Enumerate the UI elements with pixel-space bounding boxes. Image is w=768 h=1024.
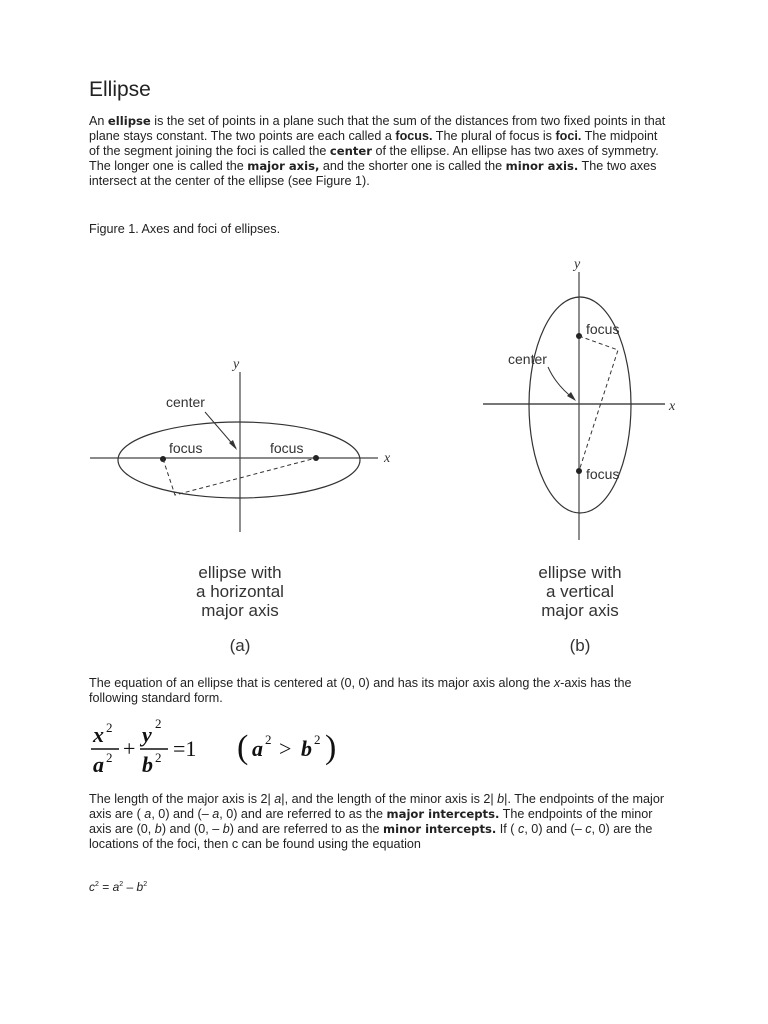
caption-a-tag: (a) [229, 636, 251, 655]
term-minor-axis: minor axis. [505, 159, 579, 173]
center-label-a: center [166, 394, 205, 410]
formula-equals-one: =1 [173, 736, 197, 761]
intro-text-7: The two axes intersect at the center of the ellipse (see Figure 1). [89, 159, 657, 188]
formula-lparen: ( [237, 729, 249, 766]
center-label-b: center [508, 351, 547, 367]
formula-exp-1: 2 [106, 720, 113, 735]
intro-text-2: is the set of points in a plane such that the sum of the distances from two fixed points in that plane stays constant. The two points are each called a [89, 114, 666, 143]
formula-rparen: ) [325, 729, 337, 766]
figure-a-horizontal [90, 357, 391, 655]
formula-cond-a: a [252, 736, 263, 761]
var-a: a [144, 807, 152, 821]
eq-exp-3: 2 [143, 881, 148, 888]
eq-equals: = [98, 880, 113, 894]
term-major-axis: major axis, [247, 159, 320, 173]
intro-paragraph [89, 114, 669, 189]
term-major-intercepts: major intercepts. [386, 807, 500, 821]
focus-label-top: focus [586, 321, 620, 337]
eq-exp-2: 2 [119, 881, 124, 888]
equation-text-1: The equation of an ellipse that is centered at (0, 0) and has its major axis along the [89, 676, 554, 690]
focus-label-left: focus [169, 440, 203, 456]
focus-label-right: focus [270, 440, 304, 456]
page-title: Ellipse [89, 78, 151, 101]
lengths-text-8: ) and are referred to as the [229, 822, 384, 836]
ellipse-figure [80, 250, 700, 660]
lengths-text-9: If ( [496, 822, 519, 836]
var-b: b [222, 822, 230, 836]
term-minor-intercepts: minor intercepts. [383, 822, 497, 836]
caption-a-line3: major axis [201, 601, 279, 620]
figure-b-vertical [483, 257, 676, 655]
var-a: a [274, 792, 282, 806]
lengths-text-1: The length of the major axis is 2| [89, 792, 275, 806]
lengths-text-11: , 0) are the locations of the foci, then c can be found using the equation [89, 822, 653, 851]
foci-equation [89, 880, 147, 894]
eq-minus: – [123, 880, 137, 894]
term-ellipse: ellipse [107, 114, 151, 128]
intro-text-3: The plural of focus is [432, 129, 556, 143]
formula-exp-3: 2 [155, 716, 162, 731]
caption-b-line1: ellipse with [538, 563, 622, 582]
axis-lengths-paragraph [89, 792, 669, 852]
formula-num-y: y [142, 722, 152, 747]
caption-b-line3: major axis [541, 601, 619, 620]
eq-var-c: c [89, 880, 95, 894]
eq-var-a: a [112, 880, 120, 894]
caption-a-line1: ellipse with [198, 563, 282, 582]
lengths-text-7: ) and (0, – [161, 822, 223, 836]
focus-label-bottom: focus [586, 466, 620, 482]
formula-exp-5: 2 [265, 732, 272, 747]
formula-exp-2: 2 [106, 750, 113, 765]
ellipse-horizontal [118, 422, 360, 498]
term-foci: foci. [555, 129, 582, 143]
y-label-a: y [233, 357, 240, 372]
intro-text-1: An [89, 114, 108, 128]
y-label-b: y [574, 257, 581, 272]
formula-num-x: x [93, 722, 104, 747]
formula-exp-6: 2 [314, 732, 321, 747]
figure-caption: Figure 1. Axes and foci of ellipses. [89, 222, 281, 236]
term-center: center [329, 144, 372, 158]
x-label-a: x [384, 451, 391, 466]
x-label-b: x [669, 399, 676, 414]
formula-plus: + [123, 736, 136, 761]
var-a: a [212, 807, 220, 821]
var-b: b [154, 822, 162, 836]
ellipse-standard-formula [89, 716, 379, 778]
lengths-text-3: |. The endpoints of the major axis are ( [89, 792, 665, 821]
lengths-text-4: , 0) and (– [151, 807, 213, 821]
equation-text-2: -axis has the following standard form. [89, 676, 632, 705]
caption-b-line2: a vertical [545, 582, 615, 601]
formula-exp-4: 2 [155, 750, 162, 765]
caption-b-tag: (b) [569, 636, 591, 655]
var-c: c [518, 822, 525, 836]
center-arrowhead-b [567, 392, 576, 401]
lengths-text-5: , 0) and are referred to as the [219, 807, 387, 821]
formula-den-b: b [142, 752, 153, 777]
formula-den-a: a [93, 752, 104, 777]
lengths-text-2: |, and the length of the minor axis is 2| [281, 792, 498, 806]
formula-greater-than: > [279, 736, 292, 761]
eq-exp-1: 2 [95, 881, 99, 888]
intro-text-4: The midpoint of the segment joining the foci is called the [89, 129, 658, 158]
lengths-text-6: The endpoints of the minor axis are (0, [89, 807, 653, 836]
intro-text-5: of the ellipse. An ellipse has two axes of symmetry. The longer one is called the [89, 144, 659, 173]
term-focus: focus. [395, 129, 433, 143]
var-b: b [497, 792, 505, 806]
eq-var-b: b [136, 880, 144, 894]
caption-a-line2: a horizontal [196, 582, 284, 601]
var-c: c [585, 822, 592, 836]
formula-cond-b: b [301, 736, 312, 761]
intro-text-6: and the shorter one is called the [319, 159, 506, 173]
lengths-text-10: , 0) and (– [524, 822, 586, 836]
equation-intro-paragraph [89, 676, 669, 706]
var-x: x [553, 676, 561, 690]
